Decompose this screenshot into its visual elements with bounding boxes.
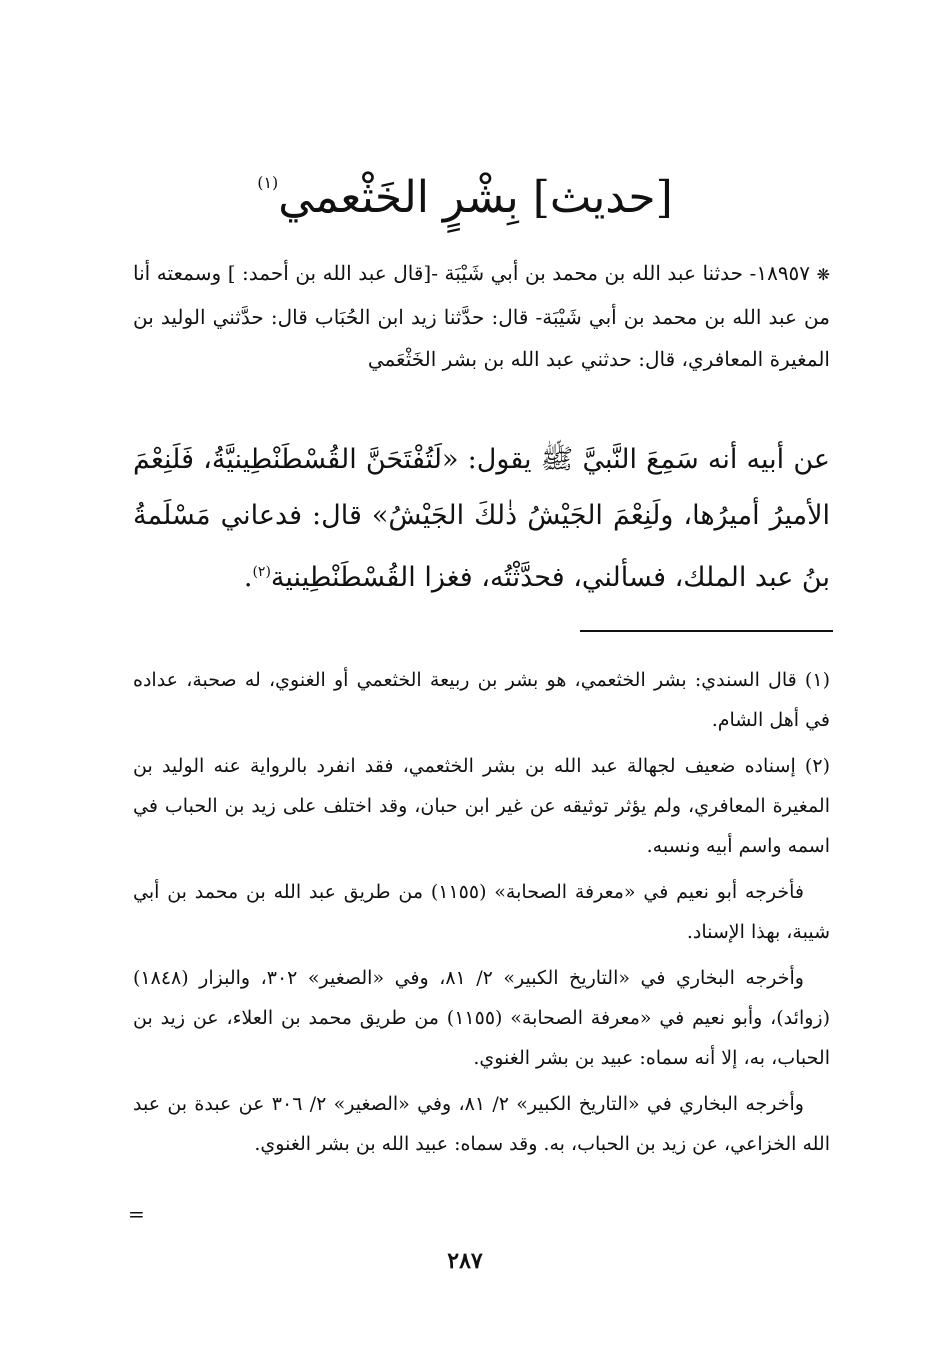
footnote: فأخرجه أبو نعيم في «معرفة الصحابة» (١١٥٥) من طريق عبد الله بن محمد بن أبي شيبة، بهذا الإسناد. xyxy=(133,881,830,943)
footnote-divider xyxy=(580,630,833,632)
chapter-title-note: (١) xyxy=(257,173,279,192)
matn-end: . xyxy=(243,562,253,593)
continuation-mark: = xyxy=(128,1202,145,1226)
hadith-marker-icon: ❋ xyxy=(816,265,831,284)
chapter-title-text: [حديث] بِشْرٍ الخَثْعمي xyxy=(278,172,673,223)
page-number: ٢٨٧ xyxy=(447,1248,483,1274)
footnote: (٢) إسناده ضعيف لجهالة عبد الله بن بشر الخثعمي، فقد انفرد بالرواية عنه الوليد بن المغيرة المعافري، ولم يؤثر توثيقه عن غير ابن حبان، وقد اختلف على زيد بن الحباب في اسمه واسم أبيه ونسبه. xyxy=(133,755,830,857)
hadith-matn xyxy=(133,432,830,606)
footnote: وأخرجه البخاري في «التاريخ الكبير» ٢/ ٨١، وفي «الصغير» ٣٠٢، والبزار (١٨٤٨) (زوائد)، وأبو نعيم في «معرفة الصحابة» (١١٥٥) من طريق محمد بن العلاء، عن زيد بن الحباب، به، إلا أنه سماه: عبيد بن بشر الغنوي. xyxy=(133,967,830,1069)
matn-text: عن أبيه أنه سَمِعَ النَّبيَّ ﷺ يقول: «لَتُفْتَحَنَّ القُسْطَنْطِينيَّةُ، فَلَنِعْمَ الأميرُ أميرُها، ولَنِعْمَ الجَيْشُ ذٰلكَ الجَيْشُ» قال: فدعاني مَسْلَمةُ بنُ عبد الملك، فسألني، فحدَّثْتُه، فغزا القُسْطَنْطِينية xyxy=(133,444,830,593)
footnotes xyxy=(133,660,830,1170)
matn-note: (٢) xyxy=(252,564,271,580)
isnad-text: ١٨٩٥٧- حدثنا عبد الله بن محمد بن أبي شَيْبَة -[قال عبد الله بن أحمد: ] وسمعته أنا من عبد الله بن محمد بن أبي شَيْبَة- قال: حدَّثنا زيد ابن الحُبَاب قال: حدَّثني الوليد بن المغيرة المعافري، قال: حدثني عبد الله بن بشر الخَثْعَمي xyxy=(133,261,830,371)
footnote: وأخرجه البخاري في «التاريخ الكبير» ٢/ ٨١، وفي «الصغير» ٢/ ٣٠٦ عن عبدة بن عبد الله الخزاعي، عن زيد بن الحباب، به. وقد سماه: عبيد الله بن بشر الغنوي. xyxy=(133,1093,830,1155)
chapter-title xyxy=(0,168,930,228)
footnote: (١) قال السندي: بشر الخثعمي، هو بشر بن ربيعة الخثعمي أو الغنوي، له صحبة، عداده في أهل الشام. xyxy=(133,669,830,731)
hadith-isnad xyxy=(133,252,830,380)
